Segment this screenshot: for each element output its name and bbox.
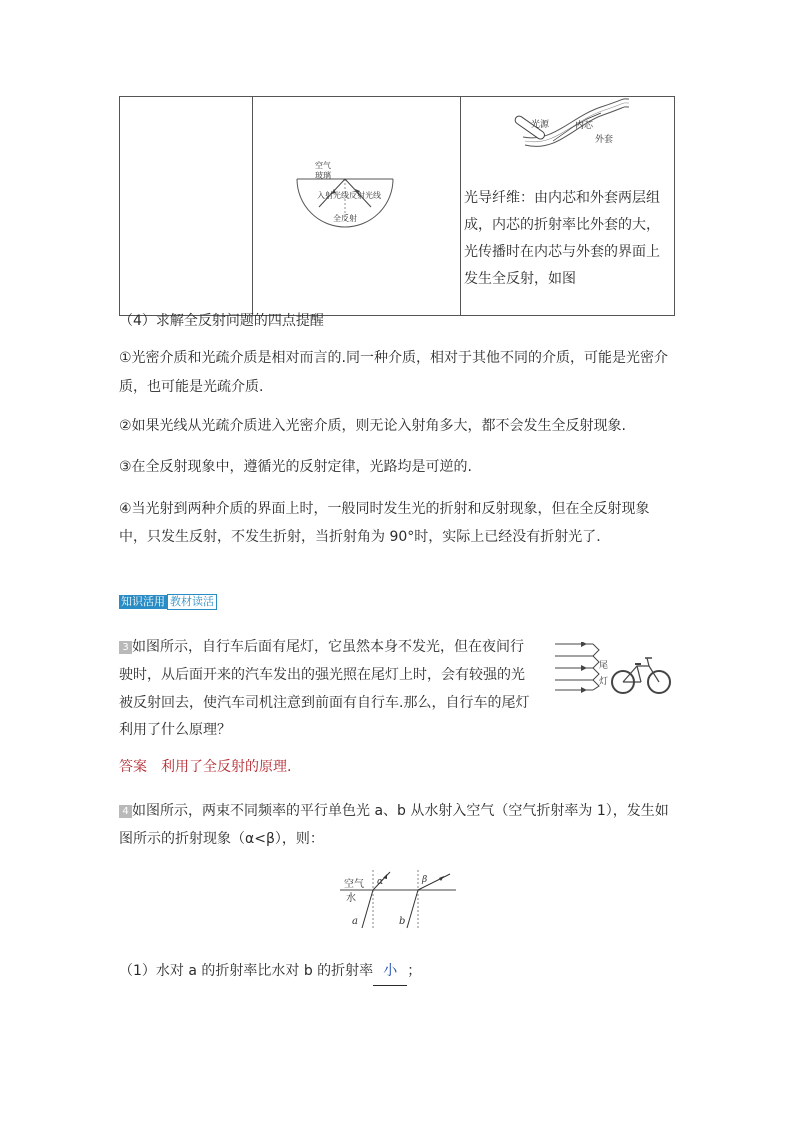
table-cell-empty [120,97,253,316]
label-a: a [352,916,358,927]
label-cladding: 外套 [595,135,614,145]
table-cell-total-reflection [253,97,461,316]
label-water-fig: 水 [346,893,356,904]
q3-line-3: 被反射回去，使汽车司机注意到前面有自行车.那么，自行车的尾灯 [119,695,530,711]
label-core: 内芯 [575,121,594,131]
q4-sub1-answer: 小 [383,963,398,979]
banner-tag-apply: 知识活用 [121,595,165,608]
label-air: 空气 [315,161,331,170]
taillight-label-1: 尾 [599,661,609,671]
section-banner [119,590,217,610]
fiber-diagram [461,97,674,157]
tip4-line-1: ④当光射到两种介质的界面上时，一般同时发生光的折射和反射现象，但在全反射现象 [119,501,650,517]
fiber-text-line-1: 光导纤维：由内芯和外套两层组 [464,190,660,206]
label-reflected: 反射光线 [349,191,381,200]
q3-line-4: 利用了什么原理？ [119,722,231,738]
q3-text-1: 如图所示，自行车后面有尾灯，它虽然本身不发光，但在夜间行 [132,639,524,655]
q4-sub1-answer-blank [373,958,407,986]
fiber-text-line-3: 光传播时在内芯与外套的界面上 [464,244,660,260]
label-glass: 玻璃 [315,171,331,180]
label-incident: 入射光线 [317,191,349,200]
bicycle-taillight-figure [553,642,675,698]
q3-line-2: 驶时，从后面开来的汽车发出的强光照在尾灯上时，会有较强的光 [119,667,525,683]
banner-tag-textbook: 教材读活 [167,594,217,610]
tip2: ②如果光线从光疏介质进入光密介质，则无论入射角多大，都不会发生全反射现象. [119,418,626,434]
label-b: b [399,916,406,927]
total-reflection-diagram [253,97,460,311]
comparison-table [119,96,675,316]
label-air-fig: 空气 [344,879,364,890]
q4-line-2: 图所示的折射现象（α<β），则： [119,831,324,847]
q4-text-1: 如图所示，两束不同频率的平行单色光 a、b 从水射入空气（空气折射率为 1），发生如 [132,803,669,819]
q3-line-1 [119,634,524,661]
taillight-label-2: 灯 [599,677,609,687]
q4-sub1-text: （1）水对 a 的折射率比水对 b 的折射率 [119,963,374,979]
tip1-line-1: ①光密介质和光疏介质是相对而言的.同一种介质，相对于其他不同的介质，可能是光密介 [119,350,668,366]
q4-sub1-end: ； [407,963,422,979]
section4-heading: （4）求解全反射问题的四点提醒 [119,313,324,329]
tip3: ③在全反射现象中，遵循光的反射定律，光路均是可逆的. [119,459,472,475]
tip1-line-2: 质，也可能是光疏介质. [119,379,264,395]
q3-number-badge: 3 [119,641,132,654]
table-cell-fiber [461,97,675,316]
q4-line-1 [119,798,669,825]
tip4-line-2: 中，只发生反射，不发生折射，当折射角为 90°时，实际上已经没有折射光了. [119,529,601,545]
label-source: 光源 [531,120,550,130]
label-beta: β [422,875,428,885]
fiber-text-line-4: 发生全反射，如图 [464,271,576,287]
q4-sub1 [119,958,421,986]
fiber-text-line-2: 成，内芯的折射率比外套的大， [464,217,660,233]
label-caption: 全反射 [333,214,357,223]
refraction-figure [338,866,458,936]
q4-number-badge: 4 [119,805,132,818]
label-alpha: α [377,877,384,887]
q3-answer: 答案 利用了全反射的原理. [119,759,292,775]
